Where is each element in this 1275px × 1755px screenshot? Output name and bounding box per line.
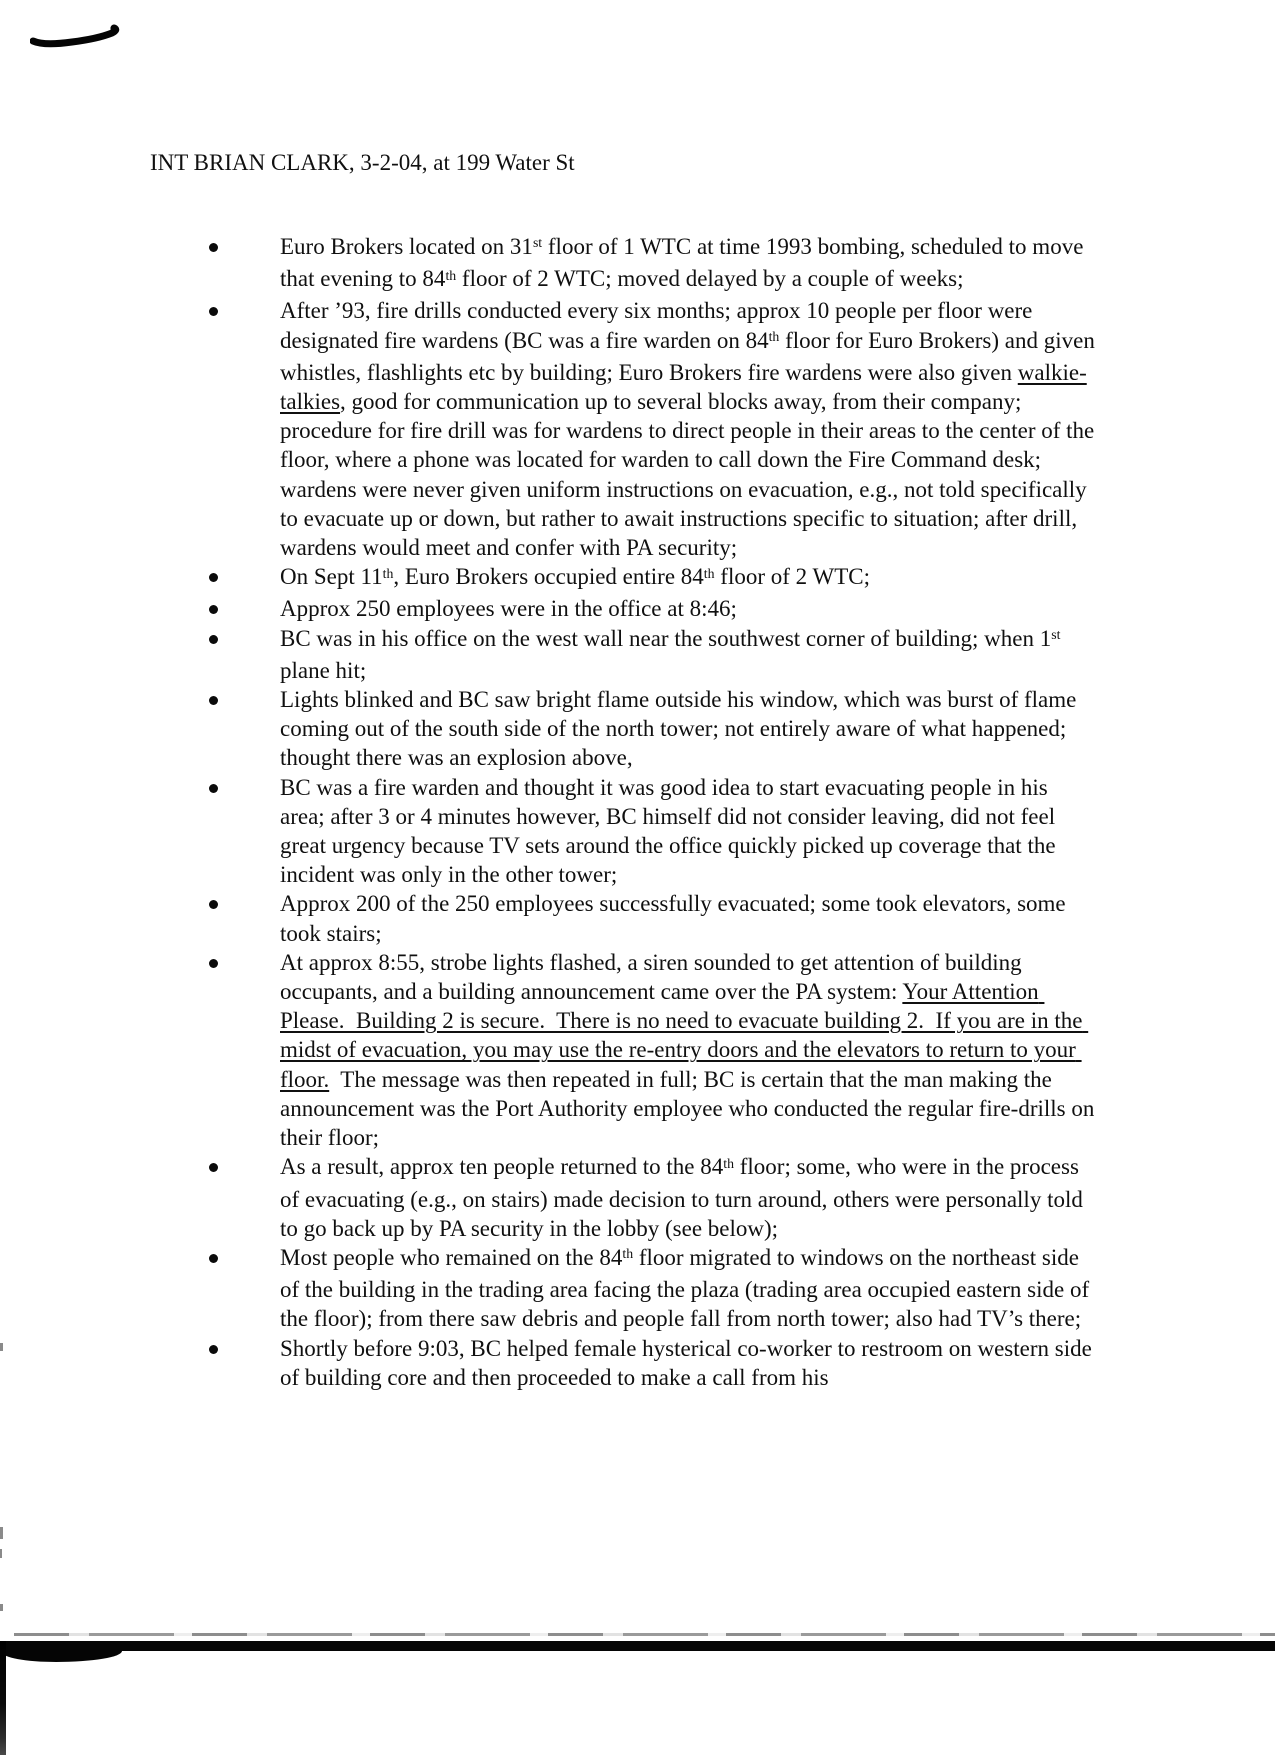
bullet-list: [207, 232, 1101, 1392]
bullet-dot-icon: [209, 307, 218, 316]
bullet-text: At approx 8:55, strobe lights flashed, a siren sounded to get attention of building occupants, and a building announcement came over the PA system: Your Attention Please. Building 2 is secure. There is no need to evacuate building 2. If you are in the midst of evacuation, you may use the re-entry doors and the elevators to return to your floor. The message was then repeated in full; BC is certain that the man making the announcement was the Port Authority employee who conducted the regular fire-drills on their floor;: [280, 949, 1101, 1151]
scan-band-blob: [2, 1645, 122, 1662]
scan-black-band: [0, 1641, 1275, 1651]
bullet-item: [207, 1334, 1098, 1392]
bullet-text: Euro Brokers located on 31st floor of 1 WTC at time 1993 bombing, scheduled to move that evening to 84th floor of 2 WTC; moved delayed by a couple of weeks;: [280, 234, 1090, 292]
bullet-text: As a result, approx ten people returned to the 84th floor; some, who were in the process of evacuating (e.g., on stairs) made decision to turn around, others were personally told to go back up by PA security in the lobby (see below);: [280, 1154, 1089, 1241]
bullet-dot-icon: [209, 696, 218, 705]
bullet-dot-icon: [209, 243, 218, 252]
scan-speck: [0, 1527, 3, 1539]
bullet-text: BC was a fire warden and thought it was good idea to start evacuating people in his area; after 3 or 4 minutes however, BC himself did not consider leaving, did not feel great urgency because TV sets around the office quickly picked up coverage that the incident was only in the other tower;: [280, 774, 1062, 888]
bullet-dot-icon: [209, 635, 218, 644]
bullet-dot-icon: [209, 900, 218, 909]
marker-stroke-icon: [30, 24, 126, 52]
bullet-dot-icon: [209, 1345, 218, 1354]
bullet-item: [207, 296, 1101, 562]
bullet-text: Most people who remained on the 84th floor migrated to windows on the northeast side of the building in the trading area facing the plaza (trading area occupied eastern side of the floor); from there saw debris and people fall from north tower; also had TV’s there;: [280, 1244, 1095, 1332]
bullet-text: BC was in his office on the west wall near the southwest corner of building; when 1st plane hit;: [280, 625, 1067, 683]
bullet-item: [207, 594, 1095, 623]
bullet-dot-icon: [209, 573, 218, 582]
bullet-dot-icon: [209, 1163, 218, 1172]
bullet-text: Approx 200 of the 250 employees successfully evacuated; some took elevators, some took stairs;: [280, 891, 1072, 946]
bullet-text: Shortly before 9:03, BC helped female hysterical co-worker to restroom on western side of building core and then proceeded to make a call from his: [280, 1335, 1098, 1390]
bullet-item: [207, 685, 1095, 773]
bullet-text: Lights blinked and BC saw bright flame outside his window, which was burst of flame coming out of the south side of the north tower; not entirely aware of what happened; thought there was an explosion above,: [280, 687, 1083, 771]
bullet-item: [207, 232, 1095, 296]
bullet-item: [207, 1152, 1095, 1243]
bullet-dot-icon: [209, 605, 218, 614]
scan-speck: [0, 1604, 3, 1611]
bullet-dot-icon: [209, 1254, 218, 1263]
bullet-item: [207, 562, 1095, 594]
bullet-text: Approx 250 employees were in the office at 8:46;: [280, 596, 737, 622]
bullet-dot-icon: [209, 784, 218, 793]
bullet-text: After ’93, fire drills conducted every six months; approx 10 people per floor were designated fire wardens (BC was a fire warden on 84th floor for Euro Brokers) and given whistles, flashlights etc by building; Euro Brokers fire wardens were also given walkie-talkies, good for communication up to several blocks away, from their company; procedure for fire drill was for wardens to direct people in their areas to the center of the floor, where a phone was located for warden to call down the Fire Command desk; wardens were never given uniform instructions on evacuation, e.g., not told specifically to evacuate up or down, but rather to await instructions specific to situation; after drill, wardens would meet and confer with PA security;: [280, 298, 1101, 561]
bullet-item: [207, 773, 1095, 890]
bullet-item: [207, 624, 1095, 685]
scan-gray-line: [14, 1633, 1275, 1636]
scan-speck: [0, 1549, 2, 1558]
bullet-text: On Sept 11th, Euro Brokers occupied entire 84th floor of 2 WTC;: [280, 564, 870, 590]
bullet-item: [207, 1243, 1095, 1334]
bullet-item: [207, 948, 1101, 1152]
scan-left-edge-bar: [0, 1641, 6, 1755]
page-title: INT BRIAN CLARK, 3-2-04, at 199 Water St: [150, 150, 575, 175]
scan-speck: [0, 1343, 3, 1351]
bullet-item: [207, 889, 1095, 947]
bullet-dot-icon: [209, 959, 218, 968]
